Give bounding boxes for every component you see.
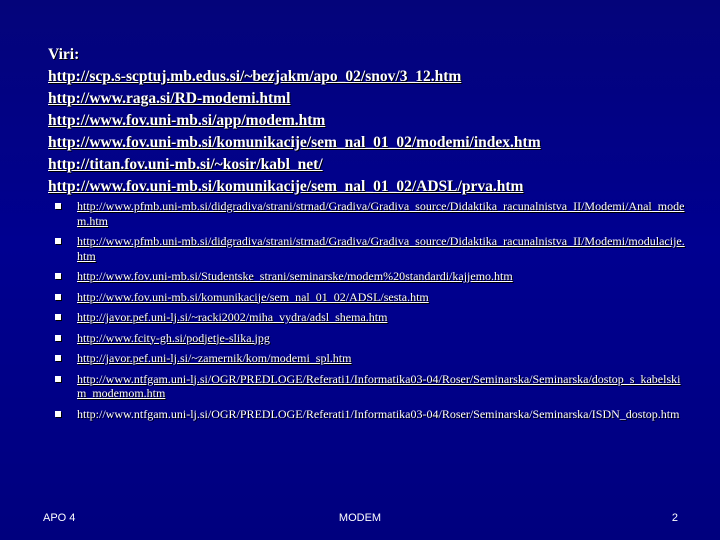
source-link[interactable]: http://titan.fov.uni-mb.si/~kosir/kabl_net/ [48, 156, 323, 173]
source-link[interactable]: http://www.fov.uni-mb.si/app/modem.htm [48, 112, 326, 129]
list-item [48, 290, 688, 305]
footer-course-label: APO 4 [43, 512, 76, 524]
slide-number: 2 [671, 512, 678, 524]
bullet-text: http://www.ntfgam.uni-lj.si/OGR/PREDLOGE/Referati1/Informatika03-04/Roser/Seminarska/Seminarska/ISDN_dostop.htm [77, 406, 680, 421]
bullet-link[interactable]: http://javor.pef.uni-lj.si/~zamernik/kom/modemi_spl.htm [77, 351, 352, 365]
source-link[interactable]: http://www.raga.si/RD-modemi.html [48, 90, 291, 107]
list-item [48, 269, 688, 284]
square-bullet-icon [55, 294, 61, 300]
square-bullet-icon [55, 411, 61, 417]
square-bullet-icon [55, 355, 61, 361]
bullet-link[interactable]: http://javor.pef.uni-lj.si/~racki2002/miha_vydra/adsl_shema.htm [77, 310, 388, 324]
bullet-link[interactable]: http://www.fcity-gh.si/podjetje-slika.jpg [77, 330, 270, 345]
bullet-list [48, 199, 688, 427]
square-bullet-icon [55, 314, 61, 320]
square-bullet-icon [55, 238, 61, 244]
list-item [48, 407, 688, 422]
source-link[interactable]: http://www.fov.uni-mb.si/komunikacije/sem_nal_01_02/ADSL/prva.htm [48, 178, 524, 195]
bullet-link[interactable]: http://www.fov.uni-mb.si/Studentske_strani/seminarske/modem%20standardi/kajjemo.htm [77, 269, 513, 283]
source-link[interactable]: http://www.fov.uni-mb.si/komunikacije/sem_nal_01_02/modemi/index.htm [48, 134, 541, 151]
square-bullet-icon [55, 203, 61, 209]
source-link[interactable]: http://scp.s-scptuj.mb.edus.si/~bezjakm/apo_02/snov/3_12.htm [48, 68, 462, 85]
bullet-link[interactable]: http://www.pfmb.uni-mb.si/didgradiva/strani/strnad/Gradiva/Gradiva_source/Didaktika_racunalnistva_II/Modemi/Anal_modem.htm [77, 199, 685, 228]
sources-block [48, 44, 708, 198]
footer-title: MODEM [338, 512, 382, 524]
list-item [48, 310, 688, 325]
list-item [48, 234, 688, 263]
list-item [48, 351, 688, 366]
bullet-link[interactable]: http://www.pfmb.uni-mb.si/didgradiva/strani/strnad/Gradiva/Gradiva_source/Didaktika_racunalnistva_II/Modemi/modulacije.htm [77, 234, 685, 263]
square-bullet-icon [55, 376, 61, 382]
list-item [48, 199, 688, 228]
list-item [48, 372, 688, 401]
square-bullet-icon [55, 335, 61, 341]
bullet-link[interactable]: http://www.fov.uni-mb.si/komunikacije/sem_nal_01_02/ADSL/sesta.htm [77, 289, 429, 304]
square-bullet-icon [55, 273, 61, 279]
sources-heading: Viri: [48, 46, 80, 63]
bullet-link[interactable]: http://www.ntfgam.uni-lj.si/OGR/PREDLOGE/Referati1/Informatika03-04/Roser/Seminarska/Seminarska/dostop_s_kabelskim_modemom.htm [77, 371, 681, 400]
list-item [48, 331, 688, 346]
